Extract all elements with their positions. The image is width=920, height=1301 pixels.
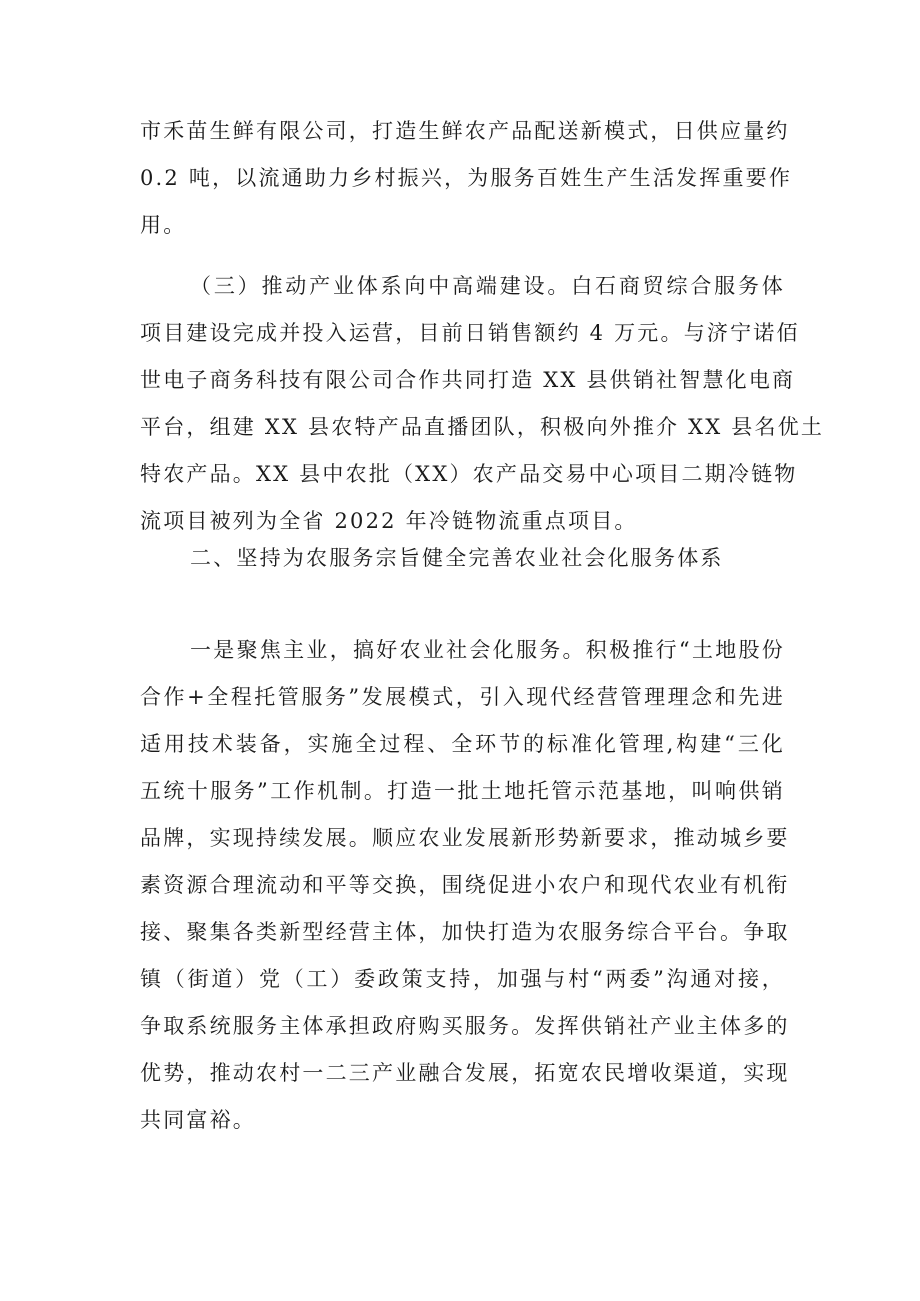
paragraph-line: 共同富裕。 — [140, 1108, 256, 1132]
paragraph-3 — [140, 627, 790, 1144]
paragraph-line: 争取系统服务主体承担政府购买服务。发挥供销社产业主体多的 — [140, 1014, 790, 1038]
paragraph-line: 平台，组建 XX 县农特产品直播团队，积极向外推介 XX 县名优土 — [140, 415, 825, 439]
section-heading — [140, 535, 785, 582]
paragraph-line: 世电子商务科技有限公司合作共同打造 XX 县供销社智慧化电商 — [140, 368, 796, 392]
paragraph-line: 适用技术装备，实施全过程、全环节的标准化管理,构建“三化 — [140, 732, 785, 756]
paragraph-line: 镇（街道）党（工）委政策支持，加强与村“两委”沟通对接， — [140, 967, 785, 991]
paragraph-line: 特农产品。XX 县中农批（XX）农产品交易中心项目二期冷链物 — [140, 462, 798, 486]
paragraph-line: （三）推动产业体系向中高端建设。白石商贸综合服务体 — [190, 274, 785, 298]
paragraph-line: 合作+全程托管服务”发展模式，引入现代经营管理理念和先进 — [140, 685, 785, 709]
paragraph-line: 品牌，实现持续发展。顺应农业发展新形势新要求，推动城乡要 — [140, 826, 790, 850]
paragraph-line: 素资源合理流动和平等交换，围绕促进小农户和现代农业有机衔 — [140, 873, 790, 897]
paragraph-1 — [140, 108, 793, 249]
paragraph-line: 用。 — [140, 213, 187, 237]
paragraph-line: 流项目被列为全省 2022 年冷链物流重点项目。 — [140, 509, 638, 533]
paragraph-line: 优势，推动农村一二三产业融合发展，拓宽农民增收渠道，实现 — [140, 1061, 790, 1085]
paragraph-line: 0.2 吨，以流通助力乡村振兴，为服务百姓生产生活发挥重要作 — [140, 166, 793, 190]
paragraph-line: 市禾苗生鲜有限公司，打造生鲜农产品配送新模式，日供应量约 — [140, 119, 790, 143]
paragraph-line: 五统十服务”工作机制。打造一批土地托管示范基地，叫响供销 — [140, 779, 785, 803]
paragraph-line: 一是聚焦主业，搞好农业社会化服务。积极推行“土地股份 — [190, 638, 785, 662]
paragraph-line: 项目建设完成并投入运营，目前日销售额约 4 万元。与济宁诺佰 — [140, 321, 800, 345]
paragraph-2 — [140, 263, 825, 545]
paragraph-line: 接、聚集各类新型经营主体，加快打造为农服务综合平台。争取 — [140, 920, 790, 944]
section-heading-text: 二、坚持为农服务宗旨健全完善农业社会化服务体系 — [190, 546, 724, 570]
